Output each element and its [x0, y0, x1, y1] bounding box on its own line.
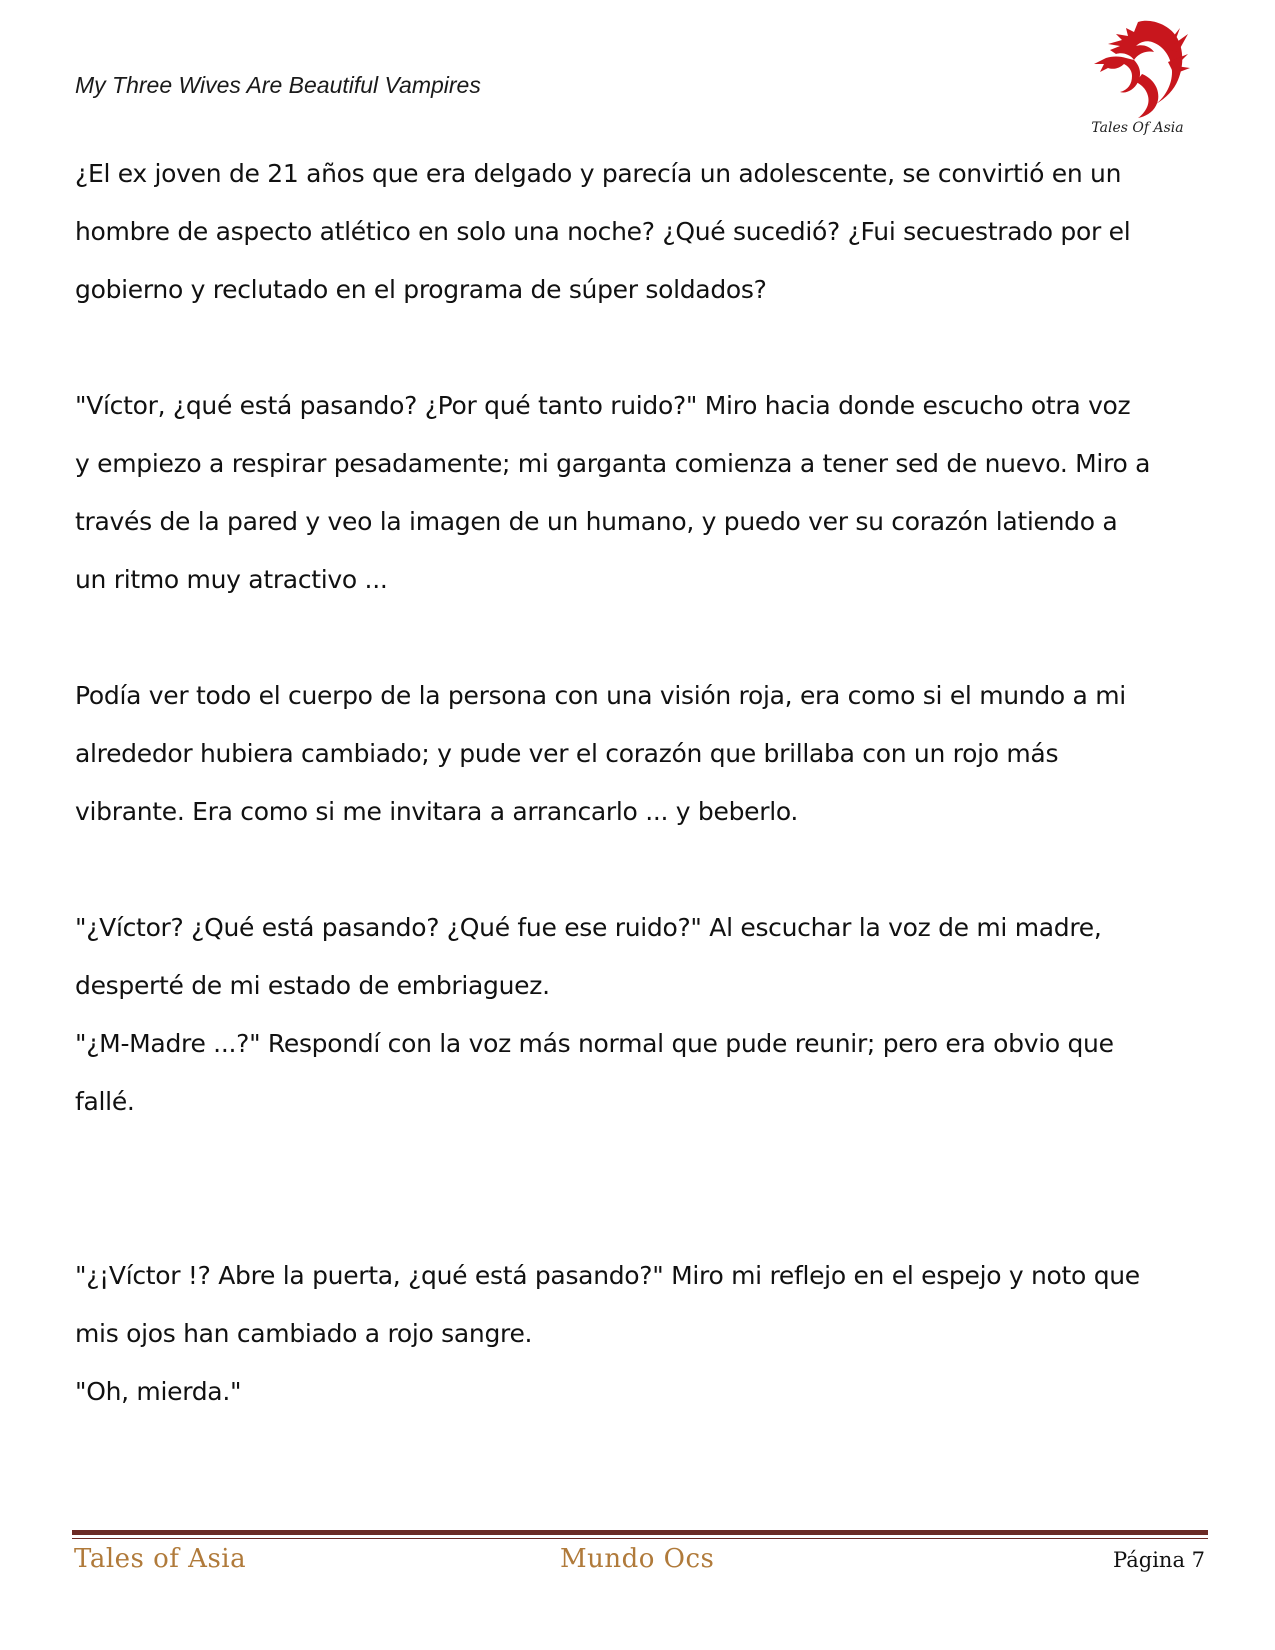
- text-line: alrededor hubiera cambiado; y pude ver el corazón que brillaba con un rojo más: [75, 739, 1059, 768]
- document-header-title: My Three Wives Are Beautiful Vampires: [75, 72, 481, 98]
- tales-of-asia-logo: [1080, 14, 1195, 136]
- paragraph-4: [75, 899, 1205, 1131]
- text-line: "¿¡Víctor !? Abre la puerta, ¿qué está pasando?" Miro mi reflejo en el espejo y noto que: [75, 1261, 1140, 1290]
- text-line: "Oh, mierda.": [75, 1377, 242, 1406]
- text-line: fallé.: [75, 1087, 135, 1116]
- text-line: desperté de mi estado de embriaguez.: [75, 971, 550, 1000]
- text-line: vibrante. Era como si me invitara a arrancarlo ... y beberlo.: [75, 797, 799, 826]
- text-line: hombre de aspecto atlético en solo una noche? ¿Qué sucedió? ¿Fui secuestrado por el: [75, 217, 1131, 246]
- text-line: mis ojos han cambiado a rojo sangre.: [75, 1319, 533, 1348]
- paragraph-2: [75, 377, 1205, 609]
- text-line: un ritmo muy atractivo ...: [75, 565, 388, 594]
- paragraph-1: [75, 145, 1205, 319]
- page-number: Página 7: [1113, 1548, 1205, 1572]
- text-line: ¿El ex joven de 21 años que era delgado y parecía un adolescente, se convirtió en un: [75, 159, 1122, 188]
- text-line: "¿Víctor? ¿Qué está pasando? ¿Qué fue ese ruido?" Al escuchar la voz de mi madre,: [75, 913, 1102, 942]
- text-line: "¿M-Madre ...?" Respondí con la voz más normal que pude reunir; pero era obvio que: [75, 1029, 1114, 1058]
- footer-divider: [72, 1530, 1208, 1535]
- logo-text: Tales Of Asia: [1091, 120, 1184, 136]
- footer-center-text: Mundo Ocs: [560, 1544, 715, 1574]
- paragraph-5: [75, 1247, 1205, 1421]
- text-line: través de la pared y veo la imagen de un humano, y puedo ver su corazón latiendo a: [75, 507, 1118, 536]
- text-line: y empiezo a respirar pesadamente; mi garganta comienza a tener sed de nuevo. Miro a: [75, 449, 1151, 478]
- text-line: Podía ver todo el cuerpo de la persona con una visión roja, era como si el mundo a mi: [75, 681, 1126, 710]
- text-line: "Víctor, ¿qué está pasando? ¿Por qué tanto ruido?" Miro hacia donde escucho otra voz: [75, 391, 1131, 420]
- text-line: gobierno y reclutado en el programa de súper soldados?: [75, 275, 767, 304]
- paragraph-3: [75, 667, 1205, 841]
- dragon-icon: [1080, 14, 1195, 136]
- footer-divider-thin: [72, 1538, 1208, 1539]
- footer-left-text: Tales of Asia: [74, 1544, 247, 1574]
- page-body: [75, 145, 1205, 1421]
